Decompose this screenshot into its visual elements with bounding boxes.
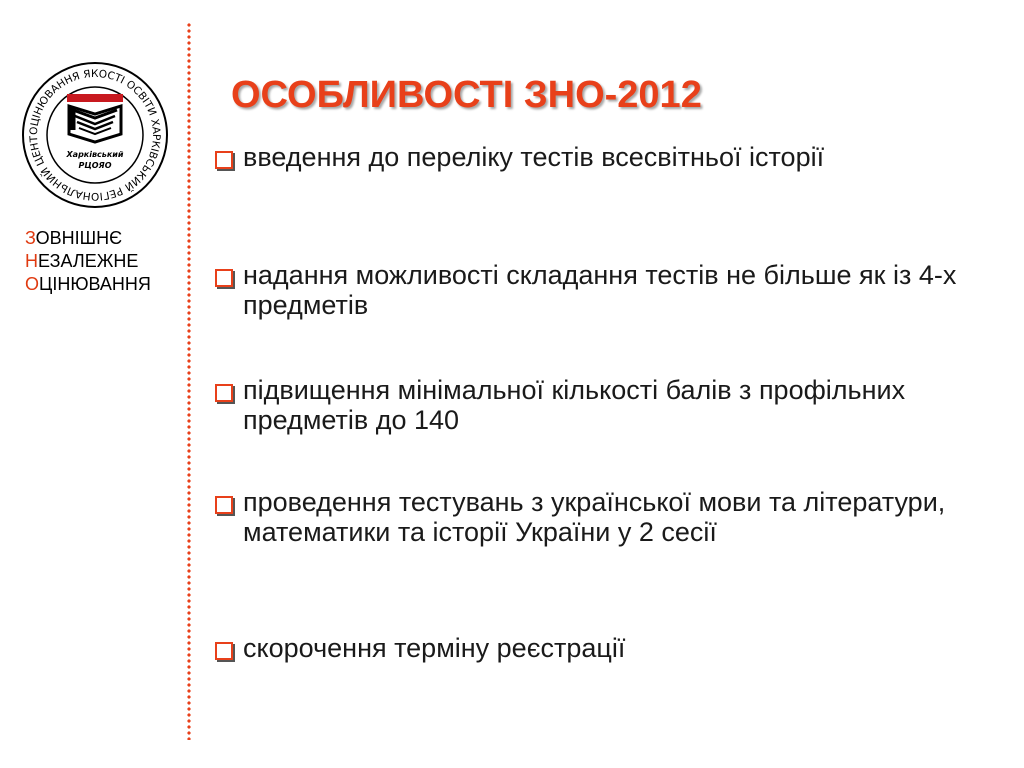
checkbox-square-icon <box>215 642 233 660</box>
dotted-divider <box>187 22 191 740</box>
bullet-text: надання можливості складання тестів не більше як із 4-х предметів <box>243 260 957 320</box>
side-label-line <box>25 273 151 296</box>
bullet-text: введення до переліку тестів всесвітньої історії <box>243 142 825 172</box>
organization-logo <box>20 60 170 210</box>
side-label-rest: ОВНІШНЄ <box>35 228 123 248</box>
bullet-text: проведення тестувань з української мови та літератури, математики та історії України у 2 сесії <box>243 487 946 547</box>
checkbox-square-icon <box>215 151 233 169</box>
checkbox-square-icon <box>215 269 233 287</box>
bullet-item <box>215 375 1005 435</box>
bullet-text: підвищення мінімальної кількості балів з профільних предметів до 140 <box>243 375 906 435</box>
side-label <box>25 227 151 296</box>
side-label-line <box>25 250 151 273</box>
side-label-initial: Н <box>25 251 38 271</box>
checkbox-square-icon <box>215 496 233 514</box>
side-label-initial: О <box>25 274 40 294</box>
book-logo-icon <box>20 60 170 210</box>
slide-title: ОСОБЛИВОСТІ ЗНО-2012 <box>231 74 702 116</box>
side-label-rest: ЦІНЮВАННЯ <box>39 274 151 294</box>
bullet-item <box>215 142 824 172</box>
bullet-text: скорочення терміну реєстрації <box>243 633 626 663</box>
bullet-item <box>215 487 1005 547</box>
logo-ring-text: ОЦІНЮВАННЯ ЯКОСТІ ОСВІТИ ХАРКІВСЬКИЙ РЕГІОНАЛЬНИЙ ЦЕНТ <box>27 67 163 203</box>
logo-name-line2: РЦОЯО <box>78 161 112 170</box>
logo-name-line1: Харківський <box>66 150 124 159</box>
bullet-item <box>215 633 625 663</box>
side-label-rest: ЕЗАЛЕЖНЕ <box>38 251 139 271</box>
checkbox-square-icon <box>215 384 233 402</box>
side-label-initial: З <box>25 228 36 248</box>
side-label-line <box>25 227 151 250</box>
bullet-item <box>215 260 1005 320</box>
